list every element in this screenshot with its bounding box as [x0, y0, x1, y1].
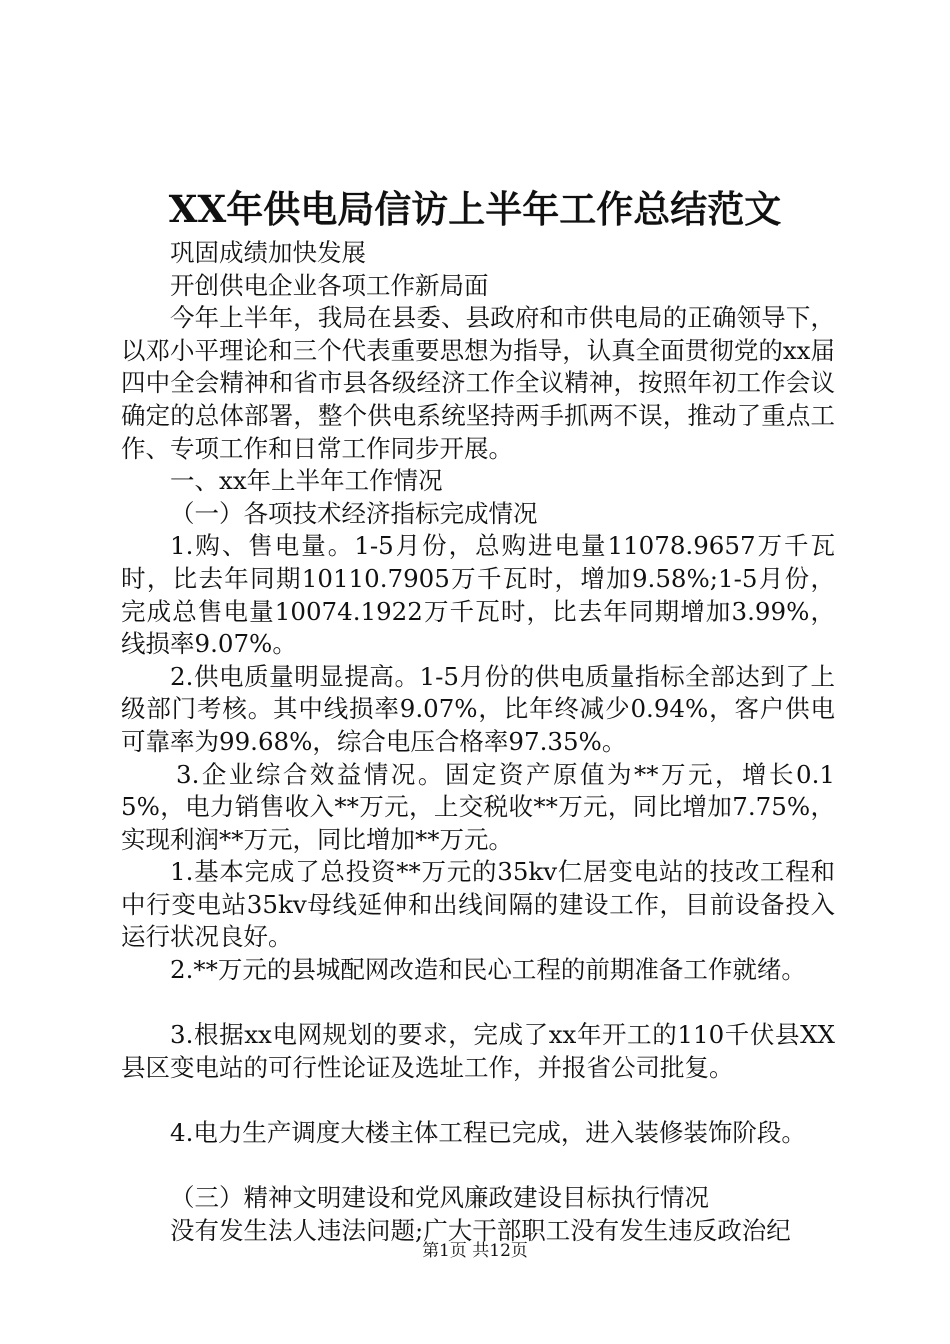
paragraph-project-2: 2.**万元的县城配网改造和民心工程的前期准备工作就绪。 — [170, 955, 806, 985]
paragraph-item-3: 3.企业综合效益情况。固定资产原值为**万元，增长0.15%，电力销售收入**万元，上交税收**万元，同比增加7.75%，实现利润**万元，同比增加**万元。 — [121, 759, 835, 854]
paragraph-project-1: 1.基本完成了总投资**万元的35kv仁居变电站的技改工程和中行变电站35kv母线延伸和出线间隔的建设工作，目前设备投入运行状况良好。 — [121, 857, 835, 952]
page-number-footer: 第1页 共12页 — [422, 1241, 528, 1261]
paragraph-last: 没有发生法人违法问题;广大干部职工没有发生违反政治纪 — [170, 1215, 791, 1245]
paragraph-project-4: 4.电力生产调度大楼主体工程已完成，进入装修装饰阶段。 — [170, 1118, 806, 1148]
paragraph-intro: 今年上半年，我局在县委、县政府和市供电局的正确领导下，以邓小平理论和三个代表重要思想为指导，认真全面贯彻党的xx届四中全会精神和省市县各级经济工作全议精神，按照年初工作会议确定的总体部署，整个供电系统坚持两手抓两不误，推动了重点工作、专项工作和日常工作同步开展。 — [121, 303, 835, 463]
subsection-heading: （一）各项技术经济指标完成情况 — [170, 498, 538, 528]
document-title: XX年供电局信访上半年工作总结范文 — [168, 187, 782, 231]
paragraph-item-1: 1.购、售电量。1-5月份，总购进电量11078.9657万千瓦时，比去年同期10110.7905万千瓦时，增加9.58%;1-5月份，完成总售电量10074.1922万千瓦时，比去年同期增加3.99%，线损率9.07%。 — [121, 531, 835, 659]
subsection-heading-3: （三）精神文明建设和党风廉政建设目标执行情况 — [170, 1183, 709, 1213]
paragraph-project-3: 3.根据xx电网规划的要求，完成了xx年开工的110千伏县XX县区变电站的可行性论证及选址工作，并报省公司批复。 — [121, 1020, 835, 1082]
document-body — [121, 237, 835, 1247]
section-heading: 一、xx年上半年工作情况 — [170, 466, 443, 496]
paragraph-item-2: 2.供电质量明显提高。1-5月份的供电质量指标全部达到了上级部门考核。其中线损率9.07%，比年终减少0.94%，客户供电可靠率为99.68%，综合电压合格率97.35%。 — [121, 661, 835, 756]
paragraph-subtitle-2: 开创供电企业各项工作新局面 — [170, 270, 489, 300]
paragraph-subtitle-1: 巩固成绩加快发展 — [170, 238, 366, 267]
